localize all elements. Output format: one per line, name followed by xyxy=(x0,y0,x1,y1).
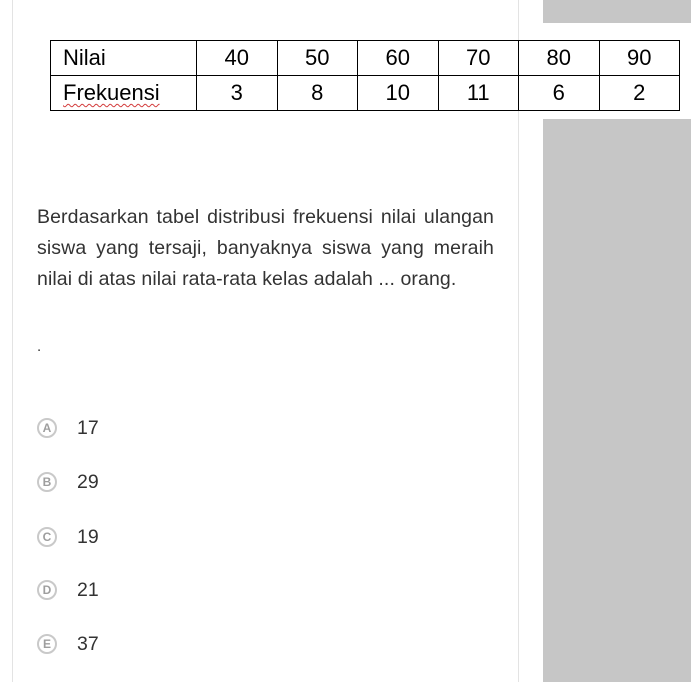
frequency-table xyxy=(50,40,680,111)
table-cell: 90 xyxy=(599,41,680,76)
table-cell: 80 xyxy=(519,41,600,76)
option-value: 17 xyxy=(77,416,99,439)
option-letter-badge: B xyxy=(37,472,57,492)
question-dot: . xyxy=(37,338,42,355)
table-cell: 3 xyxy=(197,76,278,111)
option-letter-badge: D xyxy=(37,580,57,600)
option-value: 21 xyxy=(77,578,99,601)
option-value: 19 xyxy=(77,525,99,548)
table-cell: 2 xyxy=(599,76,680,111)
option-a[interactable] xyxy=(37,415,99,441)
option-value: 37 xyxy=(77,632,99,655)
table-cell: 11 xyxy=(438,76,519,111)
option-b[interactable] xyxy=(37,469,99,495)
option-letter-badge: C xyxy=(37,527,57,547)
table-cell: 8 xyxy=(277,76,358,111)
content-left-border xyxy=(12,0,13,682)
table-cell: 50 xyxy=(277,41,358,76)
option-letter-badge: E xyxy=(37,634,57,654)
option-d[interactable] xyxy=(37,577,99,603)
table-cell: 60 xyxy=(358,41,439,76)
table-cell: 40 xyxy=(197,41,278,76)
table-row-label: Nilai xyxy=(51,41,197,76)
table-cell: 10 xyxy=(358,76,439,111)
option-e[interactable] xyxy=(37,631,99,657)
table-row-nilai xyxy=(51,41,680,76)
table-cell: 70 xyxy=(438,41,519,76)
option-c[interactable] xyxy=(37,524,99,550)
side-panel xyxy=(543,119,691,682)
option-value: 29 xyxy=(77,470,99,493)
option-letter-badge: A xyxy=(37,418,57,438)
frequency-table-container xyxy=(50,40,680,111)
table-row-label: Frekuensi xyxy=(63,80,160,105)
question-text: Berdasarkan tabel distribusi frekuensi nilai ulangan siswa yang tersaji, banyaknya siswa yang meraih nilai di atas nilai rata-rata kelas adalah ... orang. xyxy=(37,206,494,290)
side-panel-top xyxy=(543,0,691,23)
table-row-label-cell xyxy=(51,76,197,111)
table-row-frekuensi xyxy=(51,76,680,111)
table-cell: 6 xyxy=(519,76,600,111)
